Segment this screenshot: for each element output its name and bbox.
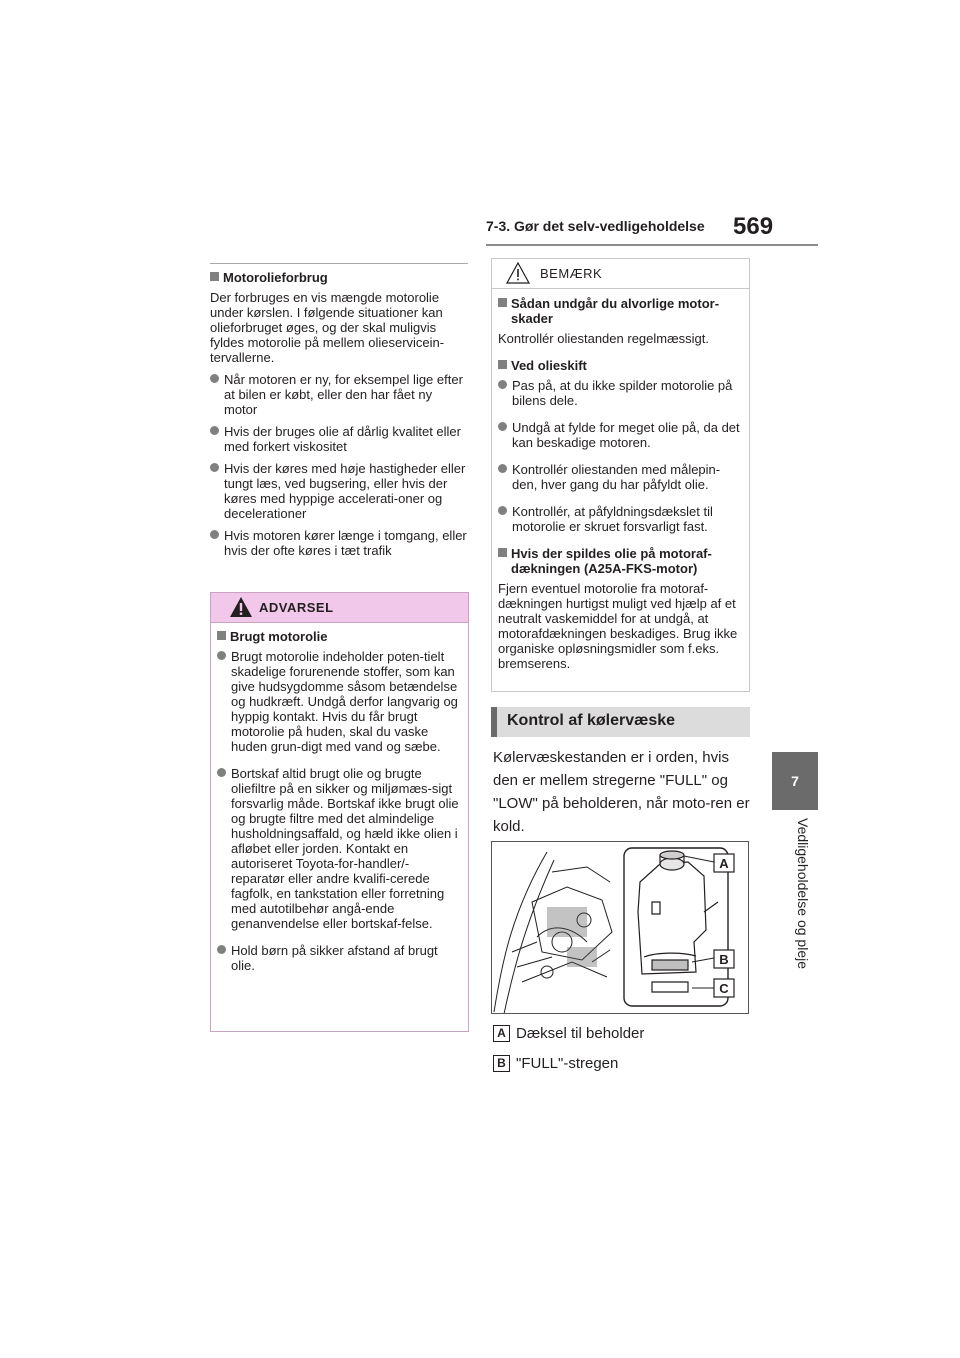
avoid-damage-heading: Sådan undgår du alvorlige motor-skader (498, 296, 744, 326)
notice-box-header (492, 259, 749, 289)
list-item: Kontrollér oliestanden med målepin-den, hver gang du har påfyldt olie. (498, 462, 744, 492)
chapter-tab-title: Vedligeholdelse og pleje (795, 818, 811, 970)
round-bullet-icon (498, 422, 507, 431)
square-bullet-icon (217, 631, 226, 640)
notice-box (491, 258, 750, 692)
spilled-oil-heading: Hvis der spildes olie på motoraf-dækningen (A25A-FKS-motor) (498, 546, 744, 576)
notice-box-title: BEMÆRK (540, 266, 603, 281)
square-bullet-icon (498, 360, 507, 369)
legend-item-a (493, 1025, 644, 1042)
chapter-tab-number: 7 (772, 752, 818, 810)
oil-change-heading: Ved olieskift (498, 358, 744, 373)
list-item: Når motoren er ny, for eksempel lige efter at bilen er købt, eller den har fået ny motor (210, 372, 468, 417)
coolant-section-title (491, 707, 750, 737)
round-bullet-icon (498, 464, 507, 473)
legend-text-a: Dæksel til beholder (516, 1025, 645, 1042)
used-oil-heading: Brugt motorolie (217, 629, 462, 644)
legend-item-b (493, 1055, 618, 1072)
warning-box-header (211, 593, 468, 623)
round-bullet-icon (210, 374, 219, 383)
warning-box-title: ADVARSEL (259, 600, 334, 615)
list-item: Pas på, at du ikke spilder motorolie på bilens dele. (498, 378, 744, 408)
caution-triangle-icon (505, 261, 531, 285)
legend-key-a: A (493, 1025, 510, 1042)
round-bullet-icon (210, 530, 219, 539)
round-bullet-icon (498, 506, 507, 515)
header-divider (486, 244, 818, 246)
oil-consumption-paragraph: Der forbruges en vis mængde motorolie under kørslen. I følgende situationer kan olieforbruget øges, og der skal muligvis fyldes motorolie på mellem olieservicein-tervallerne. (210, 290, 445, 365)
list-item: Brugt motorolie indeholder poten-tielt skadelige forurenende stoffer, som kan give hudsygdomme såsom betændelse og hudkræft. Undgå derfor langvarig og hyppig kontakt. Hvis du får brugt motorolie på huden, skal du vaske huden grun-digt med vand og sæbe. (217, 649, 462, 754)
round-bullet-icon (210, 426, 219, 435)
list-item: Hold børn på sikker afstand af brugt olie. (217, 943, 462, 973)
round-bullet-icon (217, 945, 226, 954)
list-item: Kontrollér, at påfyldningsdækslet til motorolie er skruet forsvarligt fast. (498, 504, 744, 534)
list-item: Bortskaf altid brugt olie og brugte oliefiltre på en sikker og miljømæs-sigt forsvarlig måde. Bortskaf ikke brugt olie og brugte filtre med det almindelige husholdningsaffald, og hæld ikke olien i afløbet eller jorden. Kontakt en autoriseret Toyota-for-handler/-reparatør eller andre kvalifi-cerede fagfolk, en tankstation eller forretning med autotilbehør angå-ende genanvendelse eller bortskaf-felse. (217, 766, 462, 931)
warning-box (210, 592, 469, 1032)
coolant-section-title-text: Kontrol af kølervæske (507, 712, 676, 729)
list-item: Hvis der køres med høje hastigheder eller tungt læs, ved bugsering, eller hvis der køres med hyppige accelerati-oner og decelerationer (210, 461, 468, 521)
round-bullet-icon (210, 463, 219, 472)
list-item: Hvis motoren kører længe i tomgang, eller hvis der ofte køres i tæt trafik (210, 528, 468, 558)
callout-a-label: A (719, 856, 729, 871)
spilled-oil-paragraph: Fjern eventuel motorolie fra motoraf-dækningen hurtigst muligt ved hjælp af et neutralt vaskemiddel for at undgå, at motorafdækningen beskadiges. Brug ikke organiske opløsningsmidler som f.eks. bremserens. (498, 581, 738, 671)
engine-bay-drawing (492, 842, 749, 1014)
oil-consumption-heading: Motorolieforbrug (210, 270, 468, 285)
warning-triangle-icon (229, 596, 253, 618)
oil-consumption-section (210, 263, 468, 565)
square-bullet-icon (498, 298, 507, 307)
round-bullet-icon (217, 651, 226, 660)
callout-b-label: B (719, 952, 729, 967)
check-level-paragraph: Kontrollér oliestanden regelmæssigt. (498, 331, 709, 346)
page-number: 569 (733, 213, 774, 240)
round-bullet-icon (498, 380, 507, 389)
callout-c-label: C (719, 981, 729, 996)
list-item: Hvis der bruges olie af dårlig kvalitet eller med forkert viskositet (210, 424, 468, 454)
legend-key-b: B (493, 1055, 510, 1072)
square-bullet-icon (498, 548, 507, 557)
round-bullet-icon (217, 768, 226, 777)
legend-text-b: "FULL"-stregen (516, 1055, 619, 1072)
coolant-intro-paragraph: Kølervæskestanden er i orden, hvis den er mellem stregerne "FULL" og "LOW" på beholderen, når moto-ren er kold. (493, 749, 750, 835)
running-header-section: 7-3. Gør det selv-vedligeholdelse (486, 218, 705, 234)
square-bullet-icon (210, 272, 219, 281)
coolant-reservoir-illustration (491, 841, 749, 1014)
list-item: Undgå at fylde for meget olie på, da det kan beskadige motoren. (498, 420, 744, 450)
